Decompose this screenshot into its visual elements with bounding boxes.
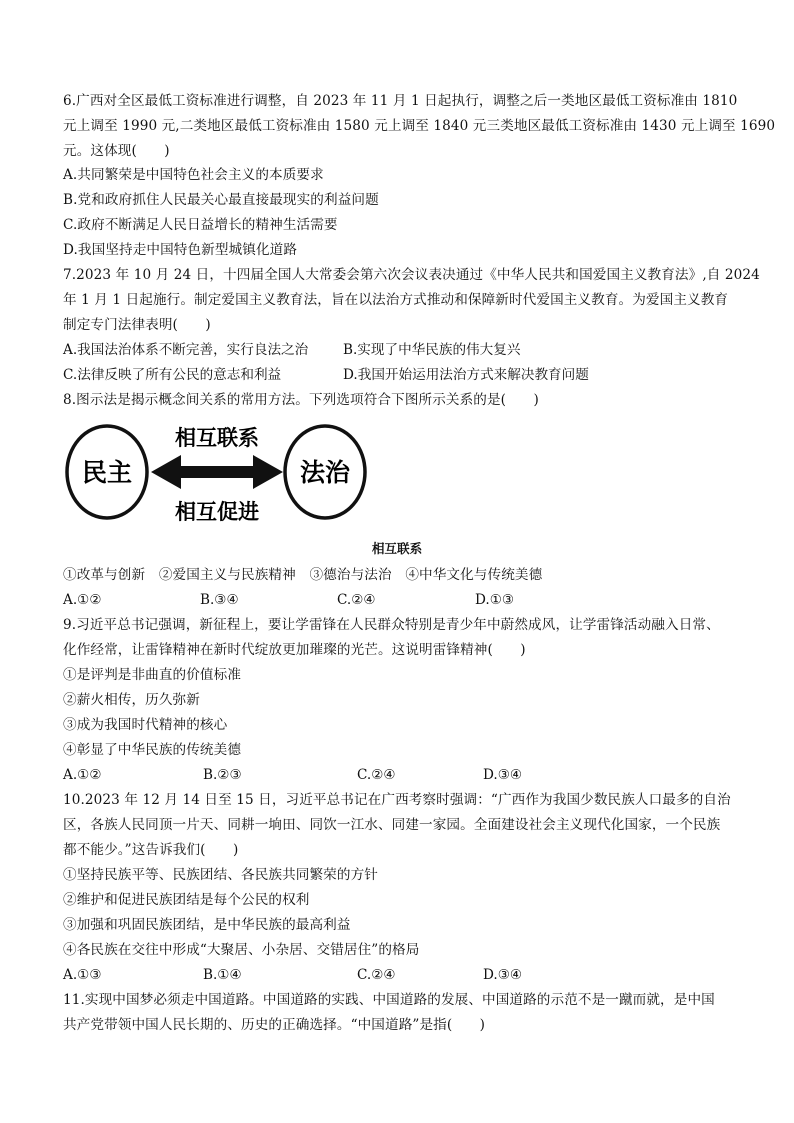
q6-stem-line-1: 6.广西对全区最低工资标准进行调整，自 2023 年 11 月 1 日起执行，调整之后一类地区最低工资标准由 1810 bbox=[63, 93, 738, 109]
q6-option-a: A.共同繁荣是中国特色社会主义的本质要求 bbox=[63, 167, 324, 183]
q9-item-3: ③成为我国时代精神的核心 bbox=[63, 717, 228, 733]
q7-stem-line-3: 制定专门法律表明( ) bbox=[63, 317, 211, 333]
double-arrow-icon bbox=[151, 455, 283, 489]
q7-option-a: A.我国法治体系不断完善，实行良法之治 bbox=[63, 342, 309, 358]
q9-stem-line-2: 化作经常，让雷锋精神在新时代绽放更加璀璨的光芒。这说明雷锋精神( ) bbox=[63, 642, 526, 658]
q10-option-a: A.①③ bbox=[63, 967, 102, 983]
q6-option-c: C.政府不断满足人民日益增长的精神生活需要 bbox=[63, 217, 338, 233]
q8-option-d: D.①③ bbox=[475, 592, 515, 608]
q9-option-b: B.②③ bbox=[203, 767, 242, 783]
q6-stem-line-2: 元上调至 1990 元,二类地区最低工资标准由 1580 元上调至 1840 元三类地区最低工资标准由 1430 元上调至 1690 bbox=[63, 118, 776, 134]
arrow-bottom-label: 相互促进 bbox=[175, 500, 259, 524]
right-circle-label: 法治 bbox=[299, 458, 351, 487]
q8-option-c: C.②④ bbox=[337, 592, 376, 608]
relationship-diagram-svg bbox=[63, 415, 369, 527]
q7-stem-line-1: 7.2023 年 10 月 24 日，十四届全国人大常委会第六次会议表决通过《中华人民共和国爱国主义教育法》,自 2024 bbox=[63, 267, 760, 283]
q6-option-d: D.我国坚持走中国特色新型城镇化道路 bbox=[63, 242, 298, 258]
q10-item-4: ④各民族在交往中形成“大聚居、小杂居、交错居住”的格局 bbox=[63, 942, 420, 958]
q10-option-c: C.②④ bbox=[357, 967, 396, 983]
q9-option-c: C.②④ bbox=[357, 767, 396, 783]
q11-stem-line-2: 共产党带领中国人民长期的、历史的正确选择。“中国道路”是指( ) bbox=[63, 1017, 486, 1033]
diagram-caption: 相互联系 bbox=[371, 541, 423, 556]
q8-option-b: B.③④ bbox=[200, 592, 239, 608]
q9-item-2: ②薪火相传，历久弥新 bbox=[63, 692, 200, 708]
relationship-diagram bbox=[63, 415, 369, 527]
q9-item-4: ④彰显了中华民族的传统美德 bbox=[63, 742, 242, 758]
q10-item-3: ③加强和巩固民族团结，是中华民族的最高利益 bbox=[63, 917, 351, 933]
q9-option-a: A.①② bbox=[63, 767, 102, 783]
q9-option-d: D.③④ bbox=[483, 767, 523, 783]
q10-stem-line-2: 区，各族人民同顶一片天、同耕一垧田、同饮一江水、同建一家园。全面建设社会主义现代化国家，一个民族 bbox=[63, 817, 721, 833]
q7-option-d: D.我国开始运用法治方式来解决教育问题 bbox=[343, 367, 589, 383]
q10-item-2: ②维护和促进民族团结是每个公民的权利 bbox=[63, 892, 310, 908]
q9-item-1: ①是评判是非曲直的价值标准 bbox=[63, 667, 242, 683]
q10-stem-line-3: 都不能少。”这告诉我们( ) bbox=[63, 842, 239, 858]
q9-stem-line-1: 9.习近平总书记强调，新征程上，要让学雷锋在人民群众特别是青少年中蔚然成风，让学雷锋活动融入日常、 bbox=[63, 617, 720, 633]
arrow-top-label: 相互联系 bbox=[175, 426, 259, 450]
q8-items: ①改革与创新 ②爱国主义与民族精神 ③德治与法治 ④中华文化与传统美德 bbox=[63, 567, 543, 583]
q8-stem: 8.图示法是揭示概念间关系的常用方法。下列选项符合下图所示关系的是( ) bbox=[63, 392, 539, 408]
q11-stem-line-1: 11.实现中国梦必须走中国道路。中国道路的实践、中国道路的发展、中国道路的示范不是一蹴而就，是中国 bbox=[63, 992, 715, 1008]
q10-item-1: ①坚持民族平等、民族团结、各民族共同繁荣的方针 bbox=[63, 867, 378, 883]
q7-option-c: C.法律反映了所有公民的意志和利益 bbox=[63, 367, 282, 383]
left-circle-label: 民主 bbox=[81, 458, 133, 487]
q7-stem-line-2: 年 1 月 1 日起施行。制定爱国主义教育法，旨在以法治方式推动和保障新时代爱国主义教育。为爱国主义教育 bbox=[63, 292, 729, 308]
q8-option-a: A.①② bbox=[63, 592, 102, 608]
q6-option-b: B.党和政府抓住人民最关心最直接最现实的利益问题 bbox=[63, 192, 379, 208]
q6-stem-line-3: 元。这体现( ) bbox=[63, 143, 170, 159]
q7-option-b: B.实现了中华民族的伟大复兴 bbox=[343, 342, 521, 358]
q10-option-b: B.①④ bbox=[203, 967, 242, 983]
q10-stem-line-1: 10.2023 年 12 月 14 日至 15 日，习近平总书记在广西考察时强调：“广西作为我国少数民族人口最多的自治 bbox=[63, 792, 731, 808]
q10-option-d: D.③④ bbox=[483, 967, 523, 983]
